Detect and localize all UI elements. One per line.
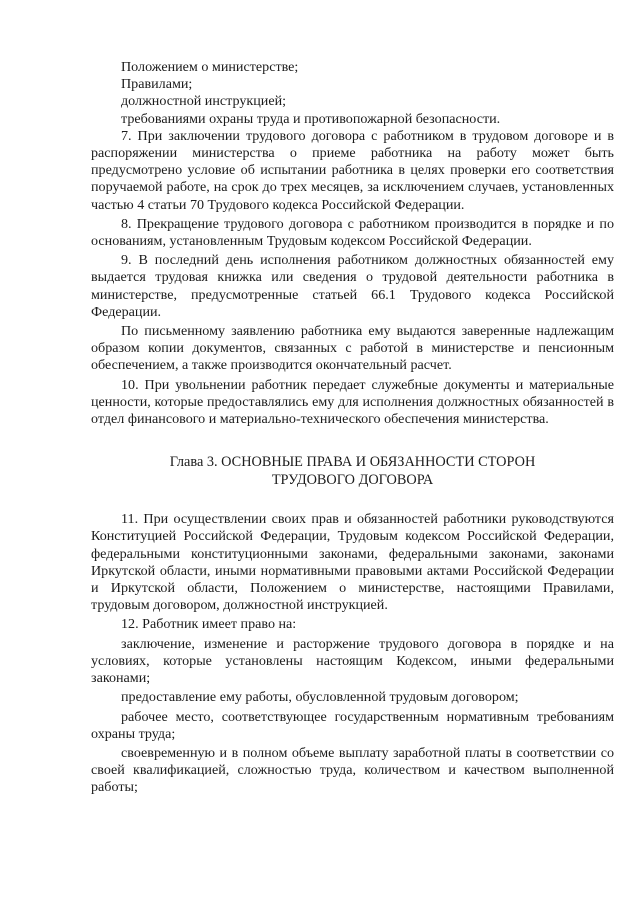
paragraph-11: 11. При осуществлении своих прав и обязанностей работники руководствуются Конституцией Российской Федерации, Трудовым кодексом Российской Федерации, федеральными конституционными законами, федеральными законами, законами Иркутской области, иными нормативными правовыми актами Российской Федерации и Иркутской области, Положением о министерстве, настоящими Правилами, трудовым договором, должностной инструкцией. [91,511,614,614]
paragraph-8: 8. Прекращение трудового договора с работником производится в порядке и по основаниям, установленным Трудовым кодексом Российской Федерации. [91,215,614,250]
paragraph-10: 10. При увольнении работник передает служебные документы и материальные ценности, которые предоставлялись ему для исполнения должностных обязанностей в отдел финансового и материально-технического обеспечения министерства. [91,376,614,428]
chapter-heading-line-2: ТРУДОВОГО ДОГОВОРА [271,472,434,489]
list-item-rules: Правилами; [121,76,193,93]
right-item-work: предоставление ему работы, обусловленной трудовым договором; [121,689,519,706]
paragraph-9-continued: По письменному заявлению работника ему выдаются заверенные надлежащим образом копии документов, связанных с работой в министерстве и пенсионным обеспечением, а также производится окончательный расчет. [91,323,614,374]
chapter-heading [91,453,614,489]
chapter-heading-line-1: Глава 3. ОСНОВНЫЕ ПРАВА И ОБЯЗАННОСТИ СТОРОН [169,454,536,471]
paragraph-12: 12. Работник имеет право на: [121,616,297,633]
paragraph-9: 9. В последний день исполнения работником должностных обязанностей ему выдается трудовая книжка или сведения о трудовой деятельности работника в министерстве, предусмотренные статьей 66.1 Трудового кодекса Российской Федерации. [91,252,614,320]
list-item-safety-requirements: требованиями охраны труда и противопожарной безопасности. [121,110,501,127]
right-item-salary: своевременную и в полном объеме выплату заработной платы в соответствии со своей квалификацией, сложностью труда, количеством и качеством выполненной работы; [91,744,614,796]
right-item-workplace: рабочее место, соответствующее государственным нормативным требованиям охраны труда; [91,708,614,742]
list-item-job-instruction: должностной инструкцией; [121,93,287,110]
paragraph-7: 7. При заключении трудового договора с работником в трудовом договоре и в распоряжении министерства о приеме работника на работу может быть предусмотрено условие об испытании работника в целях проверки его соответствия поручаемой работе, на срок до трех месяцев, за исключением случаев, установленных частью 4 статьи 70 Трудового кодекса Российской Федерации. [91,127,614,213]
list-item-regulation: Положением о министерстве; [121,59,299,75]
right-item-contract: заключение, изменение и расторжение трудового договора в порядке и на условиях, которые установлены настоящим Кодексом, иными федеральными законами; [91,635,614,687]
